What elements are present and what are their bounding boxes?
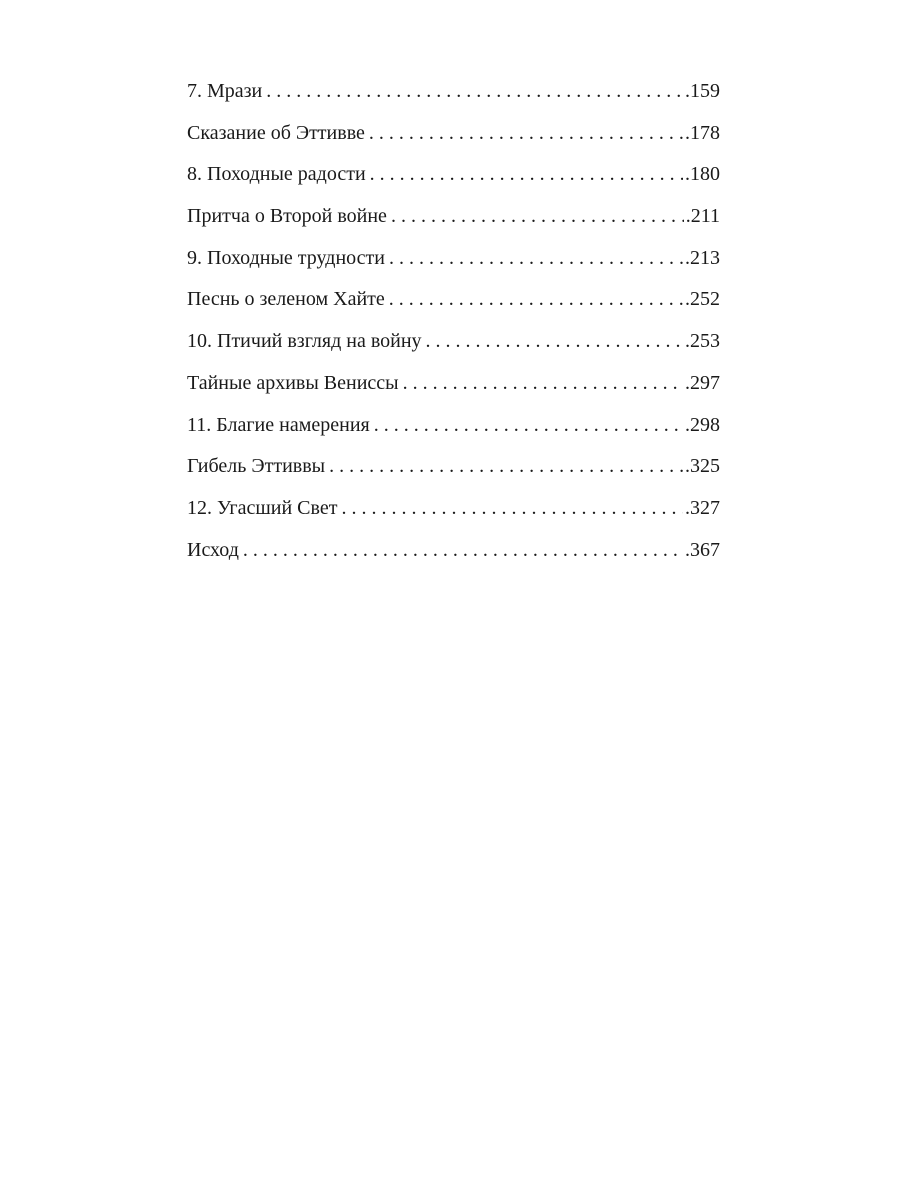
toc-entry-title: Гибель Эттиввы — [187, 455, 326, 478]
toc-entry — [187, 410, 720, 452]
toc-entry-page: .252 — [685, 288, 720, 311]
toc-entry-title: 12. Угасший Свет — [187, 496, 338, 519]
toc-entry-page: .297 — [685, 371, 720, 394]
toc-entry-page: .298 — [685, 413, 720, 436]
toc-entry-title: Притча о Второй войне — [187, 205, 387, 228]
toc-entry — [187, 159, 720, 201]
toc-dot-leader — [341, 493, 683, 523]
toc-entry — [187, 201, 720, 243]
toc-entry-page: .367 — [685, 538, 720, 561]
toc-entry-page: .159 — [685, 80, 720, 102]
toc-entry — [187, 284, 720, 326]
toc-entry-title: Песнь о зеленом Хайте — [187, 288, 385, 311]
toc-entry-page: .178 — [685, 121, 720, 144]
toc-entry-page: .327 — [685, 496, 720, 519]
toc-dot-leader — [369, 118, 683, 148]
toc-dot-leader — [370, 159, 683, 189]
toc-dot-leader — [329, 451, 683, 481]
toc-entry-page: .213 — [685, 246, 720, 269]
toc-dot-leader — [426, 326, 683, 356]
toc-entry — [187, 535, 720, 577]
toc-dot-leader — [266, 76, 683, 106]
toc-dot-leader — [389, 243, 683, 273]
toc-entry-title: Тайные архивы Вениссы — [187, 371, 399, 394]
toc-entry-title: Сказание об Эттивве — [187, 121, 365, 144]
toc-entry-title: 10. Птичий взгляд на войну — [187, 330, 422, 353]
toc-entry-title: 9. Походные трудности — [187, 246, 385, 269]
toc-entry-page: .325 — [685, 455, 720, 478]
toc-entry-page: .211 — [685, 205, 720, 228]
toc-dot-leader — [391, 201, 684, 231]
toc-dot-leader — [403, 368, 683, 398]
toc-entry-title: 11. Благие намерения — [187, 413, 370, 436]
toc-dot-leader — [389, 284, 683, 314]
toc-entry — [187, 118, 720, 160]
toc-entry-title: Исход — [187, 538, 239, 561]
toc-entry — [187, 76, 720, 118]
toc-entry — [187, 243, 720, 285]
toc-dot-leader — [374, 410, 683, 440]
toc-entry — [187, 451, 720, 493]
toc-entry — [187, 368, 720, 410]
table-of-contents — [187, 76, 720, 576]
toc-entry-page: .180 — [685, 163, 720, 186]
toc-entry-title: 7. Мрази — [187, 80, 263, 102]
toc-entry-page: .253 — [685, 330, 720, 353]
toc-dot-leader — [243, 535, 683, 565]
toc-entry — [187, 326, 720, 368]
toc-entry — [187, 493, 720, 535]
toc-entry-title: 8. Походные радости — [187, 163, 366, 186]
